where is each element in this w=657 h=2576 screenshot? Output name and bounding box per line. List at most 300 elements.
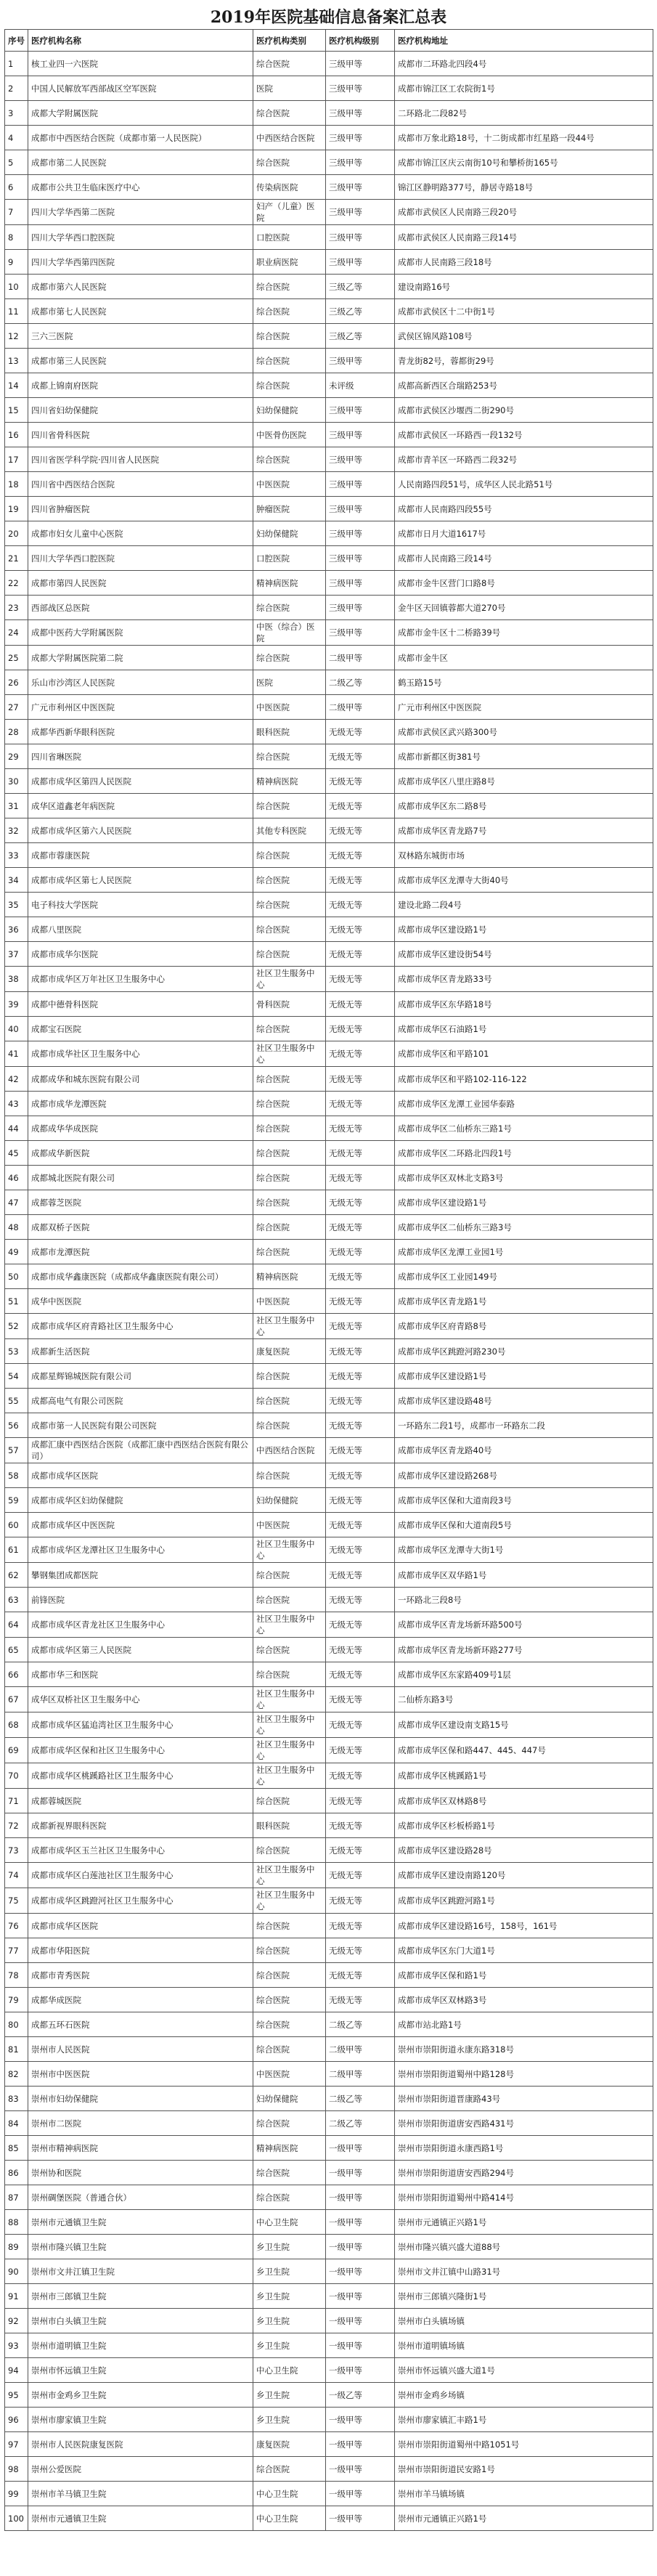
cell-name: 成都星辉锦城医院有限公司 xyxy=(28,1364,253,1389)
cell-name: 成都市成华区医院 xyxy=(28,1463,253,1488)
cell-level: 无级无等 xyxy=(326,1863,395,1888)
cell-name: 成都大学附属医院第二院 xyxy=(28,646,253,670)
table-header xyxy=(5,30,653,52)
cell-level: 一级甲等 xyxy=(326,2432,395,2457)
cell-level: 无级无等 xyxy=(326,1041,395,1067)
cell-category: 社区卫生服务中心 xyxy=(253,1687,326,1712)
cell-level: 一级甲等 xyxy=(326,2482,395,2506)
cell-level: 二级甲等 xyxy=(326,646,395,670)
cell-level: 无级无等 xyxy=(326,1067,395,1092)
table-row xyxy=(5,1041,653,1067)
table-row xyxy=(5,324,653,349)
cell-address: 成都市锦江区工农院街1号 xyxy=(395,76,653,101)
cell-index: 32 xyxy=(5,818,28,843)
cell-category: 中医骨伤医院 xyxy=(253,423,326,447)
cell-name: 四川省骨科医院 xyxy=(28,423,253,447)
cell-index: 99 xyxy=(5,2482,28,2506)
cell-address: 双林路东城街市场 xyxy=(395,843,653,868)
cell-index: 20 xyxy=(5,521,28,546)
cell-category: 综合医院 xyxy=(253,1389,326,1413)
cell-index: 24 xyxy=(5,620,28,646)
cell-index: 14 xyxy=(5,373,28,398)
cell-address: 成都市成华区和平路101 xyxy=(395,1041,653,1067)
table-row xyxy=(5,2432,653,2457)
table-row xyxy=(5,1215,653,1240)
cell-category: 乡卫生院 xyxy=(253,2284,326,2309)
cell-index: 93 xyxy=(5,2333,28,2358)
cell-name: 四川省肿瘤医院 xyxy=(28,497,253,521)
cell-name: 成都市成华区龙潭社区卫生服务中心 xyxy=(28,1537,253,1563)
cell-category: 综合医院 xyxy=(253,52,326,76)
table-row xyxy=(5,695,653,720)
cell-level: 无级无等 xyxy=(326,769,395,794)
cell-category: 妇幼保健院 xyxy=(253,1488,326,1513)
table-row xyxy=(5,2259,653,2284)
cell-index: 25 xyxy=(5,646,28,670)
cell-level: 无级无等 xyxy=(326,1289,395,1314)
cell-index: 16 xyxy=(5,423,28,447)
cell-index: 43 xyxy=(5,1092,28,1116)
cell-index: 12 xyxy=(5,324,28,349)
cell-address: 成都市成华区保和路1号 xyxy=(395,1963,653,1988)
cell-address: 成都市成华区青龙场新环路277号 xyxy=(395,1638,653,1662)
cell-category: 中心卫生院 xyxy=(253,2482,326,2506)
cell-name: 成都市成华区第四人民医院 xyxy=(28,769,253,794)
cell-name: 成都市华阳医院 xyxy=(28,1938,253,1963)
cell-level: 二级乙等 xyxy=(326,2111,395,2136)
cell-level: 三级甲等 xyxy=(326,150,395,175)
cell-name: 成华区道鑫老年病医院 xyxy=(28,794,253,818)
cell-level: 无级无等 xyxy=(326,868,395,893)
cell-address: 成都市成华区建设路1号 xyxy=(395,917,653,942)
cell-level: 三级甲等 xyxy=(326,225,395,250)
cell-address: 成都市站北路1号 xyxy=(395,2012,653,2037)
cell-category: 精神病医院 xyxy=(253,571,326,596)
cell-level: 未评级 xyxy=(326,373,395,398)
cell-index: 23 xyxy=(5,596,28,620)
cell-index: 71 xyxy=(5,1789,28,1813)
cell-address: 成都市武侯区沙堰西二街290号 xyxy=(395,398,653,423)
table-row xyxy=(5,1763,653,1789)
cell-index: 2 xyxy=(5,76,28,101)
cell-index: 72 xyxy=(5,1813,28,1838)
table-row xyxy=(5,769,653,794)
cell-index: 6 xyxy=(5,175,28,200)
cell-level: 无级无等 xyxy=(326,1738,395,1763)
cell-category: 乡卫生院 xyxy=(253,2383,326,2408)
cell-address: 成都市成华区龙潭寺大街1号 xyxy=(395,1537,653,1563)
cell-name: 前锋医院 xyxy=(28,1588,253,1612)
cell-level: 无级无等 xyxy=(326,1488,395,1513)
cell-name: 成都华西新华眼科医院 xyxy=(28,720,253,744)
cell-category: 社区卫生服务中心 xyxy=(253,1314,326,1339)
cell-category: 中西医结合医院 xyxy=(253,1438,326,1463)
cell-category: 社区卫生服务中心 xyxy=(253,967,326,992)
cell-category: 综合医院 xyxy=(253,1116,326,1141)
table-row xyxy=(5,1141,653,1166)
cell-index: 62 xyxy=(5,1563,28,1588)
cell-category: 综合医院 xyxy=(253,101,326,126)
cell-category: 综合医院 xyxy=(253,1067,326,1092)
cell-category: 精神病医院 xyxy=(253,769,326,794)
table-row xyxy=(5,447,653,472)
cell-category: 综合医院 xyxy=(253,447,326,472)
cell-category: 综合医院 xyxy=(253,1638,326,1662)
cell-address: 成都市人民南路三段18号 xyxy=(395,250,653,275)
cell-level: 无级无等 xyxy=(326,1092,395,1116)
cell-address: 成都市武侯区武兴路300号 xyxy=(395,720,653,744)
cell-level: 三级甲等 xyxy=(326,472,395,497)
cell-level: 三级甲等 xyxy=(326,200,395,225)
cell-category: 妇幼保健院 xyxy=(253,2087,326,2111)
cell-category: 综合医院 xyxy=(253,373,326,398)
cell-name: 成都市蓉康医院 xyxy=(28,843,253,868)
cell-address: 崇州市崇阳街道唐安西路431号 xyxy=(395,2111,653,2136)
cell-name: 成都市成华区妇幼保健院 xyxy=(28,1488,253,1513)
cell-level: 无级无等 xyxy=(326,1838,395,1863)
cell-address: 崇州市崇阳街道永康东路318号 xyxy=(395,2037,653,2062)
cell-name: 乐山市沙湾区人民医院 xyxy=(28,670,253,695)
cell-name: 崇州市怀远镇卫生院 xyxy=(28,2358,253,2383)
cell-category: 综合医院 xyxy=(253,1017,326,1041)
cell-category: 妇幼保健院 xyxy=(253,398,326,423)
cell-level: 三级甲等 xyxy=(326,250,395,275)
cell-index: 39 xyxy=(5,992,28,1017)
cell-name: 成都市成华区万年社区卫生服务中心 xyxy=(28,967,253,992)
cell-category: 中医医院 xyxy=(253,695,326,720)
cell-index: 7 xyxy=(5,200,28,225)
cell-category: 乡卫生院 xyxy=(253,2333,326,2358)
cell-category: 综合医院 xyxy=(253,1190,326,1215)
cell-category: 综合医院 xyxy=(253,1364,326,1389)
cell-category: 综合医院 xyxy=(253,1789,326,1813)
cell-name: 成都市第七人民医院 xyxy=(28,299,253,324)
table-row xyxy=(5,2161,653,2185)
table-row xyxy=(5,2210,653,2235)
header-address: 医疗机构地址 xyxy=(395,30,653,52)
cell-index: 96 xyxy=(5,2408,28,2432)
cell-name: 崇州市精神病医院 xyxy=(28,2136,253,2161)
cell-name: 成都市第四人民医院 xyxy=(28,571,253,596)
cell-index: 15 xyxy=(5,398,28,423)
cell-index: 57 xyxy=(5,1438,28,1463)
cell-address: 成都市成华区保和大道南段3号 xyxy=(395,1488,653,1513)
cell-address: 成都市成华区和平路102-116-122 xyxy=(395,1067,653,1092)
cell-level: 无级无等 xyxy=(326,1662,395,1687)
cell-category: 康复医院 xyxy=(253,1339,326,1364)
cell-index: 49 xyxy=(5,1240,28,1264)
cell-level: 无级无等 xyxy=(326,1116,395,1141)
cell-address: 崇州市崇阳街道蜀州中路128号 xyxy=(395,2062,653,2087)
table-row xyxy=(5,1314,653,1339)
table-row xyxy=(5,2506,653,2531)
cell-index: 17 xyxy=(5,447,28,472)
table-row xyxy=(5,1738,653,1763)
cell-address: 成都市成华区建设路16号，158号，161号 xyxy=(395,1914,653,1938)
cell-level: 无级无等 xyxy=(326,1166,395,1190)
cell-level: 二级乙等 xyxy=(326,2012,395,2037)
cell-index: 70 xyxy=(5,1763,28,1789)
cell-category: 综合医院 xyxy=(253,150,326,175)
cell-address: 崇州市崇阳街道民安路1号 xyxy=(395,2457,653,2482)
table-row xyxy=(5,992,653,1017)
cell-level: 无级无等 xyxy=(326,893,395,917)
cell-level: 三级甲等 xyxy=(326,546,395,571)
cell-index: 75 xyxy=(5,1888,28,1914)
cell-level: 无级无等 xyxy=(326,1389,395,1413)
cell-level: 无级无等 xyxy=(326,967,395,992)
cell-address: 锦江区静明路377号，静居寺路18号 xyxy=(395,175,653,200)
cell-level: 三级甲等 xyxy=(326,101,395,126)
table-row xyxy=(5,1612,653,1638)
cell-level: 三级甲等 xyxy=(326,175,395,200)
cell-index: 94 xyxy=(5,2358,28,2383)
cell-address: 二仙桥东路3号 xyxy=(395,1687,653,1712)
table-row xyxy=(5,744,653,769)
table-row xyxy=(5,1988,653,2012)
cell-address: 成都市万象北路18号，十二街成都市红星路一段44号 xyxy=(395,126,653,150)
cell-level: 一级甲等 xyxy=(326,2136,395,2161)
cell-level: 三级乙等 xyxy=(326,275,395,299)
cell-name: 成都市第六人民医院 xyxy=(28,275,253,299)
cell-index: 31 xyxy=(5,794,28,818)
cell-name: 崇州市人民医院康复医院 xyxy=(28,2432,253,2457)
cell-index: 90 xyxy=(5,2259,28,2284)
cell-level: 无级无等 xyxy=(326,744,395,769)
cell-index: 5 xyxy=(5,150,28,175)
cell-level: 无级无等 xyxy=(326,1712,395,1738)
cell-name: 核工业四一六医院 xyxy=(28,52,253,76)
cell-address: 成都市人民南路三段14号 xyxy=(395,546,653,571)
cell-address: 崇州市羊马镇场镇 xyxy=(395,2482,653,2506)
cell-index: 95 xyxy=(5,2383,28,2408)
cell-category: 社区卫生服务中心 xyxy=(253,1612,326,1638)
cell-category: 妇产（儿童）医院 xyxy=(253,200,326,225)
cell-index: 11 xyxy=(5,299,28,324)
cell-index: 51 xyxy=(5,1289,28,1314)
cell-category: 综合医院 xyxy=(253,1141,326,1166)
table-row xyxy=(5,101,653,126)
table-row xyxy=(5,76,653,101)
table-row xyxy=(5,546,653,571)
cell-name: 成都高电气有限公司医院 xyxy=(28,1389,253,1413)
cell-address: 成都市成华区保和大道南段5号 xyxy=(395,1513,653,1537)
table-row xyxy=(5,1389,653,1413)
cell-name: 崇州市文井江镇卫生院 xyxy=(28,2259,253,2284)
cell-name: 成都中德骨科医院 xyxy=(28,992,253,1017)
cell-name: 崇州市廖家镇卫生院 xyxy=(28,2408,253,2432)
header-category: 医疗机构类别 xyxy=(253,30,326,52)
table-row xyxy=(5,275,653,299)
table-row xyxy=(5,646,653,670)
cell-name: 成都市成华区桃蹊路社区卫生服务中心 xyxy=(28,1763,253,1789)
table-row xyxy=(5,1914,653,1938)
cell-address: 成都市成华区青龙路33号 xyxy=(395,967,653,992)
table-row xyxy=(5,150,653,175)
cell-level: 一级甲等 xyxy=(326,2235,395,2259)
cell-address: 成都市成华区建设南支路15号 xyxy=(395,1712,653,1738)
cell-category: 眼科医院 xyxy=(253,1813,326,1838)
cell-address: 成都市日月大道1617号 xyxy=(395,521,653,546)
table-row xyxy=(5,1364,653,1389)
table-row xyxy=(5,2457,653,2482)
cell-level: 无级无等 xyxy=(326,818,395,843)
cell-index: 52 xyxy=(5,1314,28,1339)
cell-level: 无级无等 xyxy=(326,1339,395,1364)
table-row xyxy=(5,1438,653,1463)
cell-address: 成都市成华区东家路409号1层 xyxy=(395,1662,653,1687)
cell-address: 成都市人民南路四段55号 xyxy=(395,497,653,521)
cell-address: 成都市锦江区庆云南街10号和攀桥街165号 xyxy=(395,150,653,175)
cell-name: 成都市龙潭医院 xyxy=(28,1240,253,1264)
cell-level: 无级无等 xyxy=(326,1963,395,1988)
cell-level: 一级甲等 xyxy=(326,2259,395,2284)
cell-name: 成都市成华区府青路社区卫生服务中心 xyxy=(28,1314,253,1339)
cell-index: 41 xyxy=(5,1041,28,1067)
cell-category: 综合医院 xyxy=(253,2037,326,2062)
cell-address: 鹤玉路15号 xyxy=(395,670,653,695)
table-row xyxy=(5,1190,653,1215)
cell-address: 崇州市三郎镇兴隆街1号 xyxy=(395,2284,653,2309)
cell-name: 成都市成华区青龙社区卫生服务中心 xyxy=(28,1612,253,1638)
table-row xyxy=(5,1166,653,1190)
cell-name: 成都市成华社区卫生服务中心 xyxy=(28,1041,253,1067)
cell-index: 3 xyxy=(5,101,28,126)
cell-name: 崇州市中医医院 xyxy=(28,2062,253,2087)
cell-address: 成都市金牛区 xyxy=(395,646,653,670)
cell-index: 74 xyxy=(5,1863,28,1888)
cell-category: 综合医院 xyxy=(253,2161,326,2185)
cell-index: 89 xyxy=(5,2235,28,2259)
cell-level: 一级甲等 xyxy=(326,2408,395,2432)
cell-address: 成都市成华区桃蹊路1号 xyxy=(395,1763,653,1789)
cell-category: 中医医院 xyxy=(253,1289,326,1314)
cell-category: 传染病医院 xyxy=(253,175,326,200)
cell-index: 46 xyxy=(5,1166,28,1190)
cell-name: 崇州市道明镇卫生院 xyxy=(28,2333,253,2358)
cell-address: 崇州市隆兴镇兴盛大道88号 xyxy=(395,2235,653,2259)
cell-index: 34 xyxy=(5,868,28,893)
cell-level: 无级无等 xyxy=(326,1513,395,1537)
cell-name: 成都成华和城东医院有限公司 xyxy=(28,1067,253,1092)
cell-name: 成都上锦南府医院 xyxy=(28,373,253,398)
table-row xyxy=(5,1513,653,1537)
cell-name: 四川大学华西第四医院 xyxy=(28,250,253,275)
cell-address: 成都市成华区府青路8号 xyxy=(395,1314,653,1339)
table-row xyxy=(5,2358,653,2383)
cell-index: 30 xyxy=(5,769,28,794)
cell-level: 无级无等 xyxy=(326,1789,395,1813)
cell-name: 成都市成华区猛追湾社区卫生服务中心 xyxy=(28,1712,253,1738)
cell-level: 三级甲等 xyxy=(326,76,395,101)
cell-level: 一级甲等 xyxy=(326,2333,395,2358)
cell-name: 广元市利州区中医医院 xyxy=(28,695,253,720)
cell-index: 81 xyxy=(5,2037,28,2062)
cell-index: 53 xyxy=(5,1339,28,1364)
cell-address: 崇州市金鸡乡场镇 xyxy=(395,2383,653,2408)
table-row xyxy=(5,2037,653,2062)
table-row xyxy=(5,794,653,818)
cell-address: 成都市武侯区十二中街1号 xyxy=(395,299,653,324)
cell-address: 成都市成华区东门大道1号 xyxy=(395,1938,653,1963)
cell-level: 无级无等 xyxy=(326,942,395,967)
cell-address: 成都市成华区建设路1号 xyxy=(395,1190,653,1215)
cell-index: 80 xyxy=(5,2012,28,2037)
cell-index: 100 xyxy=(5,2506,28,2531)
cell-name: 成都市成华鑫康医院（成都成华鑫康医院有限公司） xyxy=(28,1264,253,1289)
cell-index: 45 xyxy=(5,1141,28,1166)
cell-level: 三级乙等 xyxy=(326,299,395,324)
cell-name: 成都八里医院 xyxy=(28,917,253,942)
cell-name: 成都市公共卫生临床医疗中心 xyxy=(28,175,253,200)
cell-category: 综合医院 xyxy=(253,1588,326,1612)
cell-category: 社区卫生服务中心 xyxy=(253,1763,326,1789)
table-row xyxy=(5,1289,653,1314)
cell-address: 成都市成华区跳蹬河路230号 xyxy=(395,1339,653,1364)
cell-category: 综合医院 xyxy=(253,2185,326,2210)
table-row xyxy=(5,1563,653,1588)
cell-name: 成都市第三人民医院 xyxy=(28,349,253,373)
cell-name: 成华中医医院 xyxy=(28,1289,253,1314)
cell-index: 21 xyxy=(5,546,28,571)
cell-level: 无级无等 xyxy=(326,1240,395,1264)
cell-category: 乡卫生院 xyxy=(253,2309,326,2333)
cell-name: 电子科技大学医院 xyxy=(28,893,253,917)
cell-category: 康复医院 xyxy=(253,2432,326,2457)
cell-address: 金牛区天回镇蓉都大道270号 xyxy=(395,596,653,620)
table-row xyxy=(5,1638,653,1662)
cell-address: 成都高新西区合瑞路253号 xyxy=(395,373,653,398)
cell-level: 无级无等 xyxy=(326,1264,395,1289)
cell-category: 综合医院 xyxy=(253,1963,326,1988)
table-row xyxy=(5,917,653,942)
cell-category: 妇幼保健院 xyxy=(253,521,326,546)
cell-index: 83 xyxy=(5,2087,28,2111)
cell-index: 85 xyxy=(5,2136,28,2161)
cell-address: 崇州市道明镇场镇 xyxy=(395,2333,653,2358)
cell-index: 56 xyxy=(5,1413,28,1438)
cell-index: 97 xyxy=(5,2432,28,2457)
cell-category: 综合医院 xyxy=(253,1166,326,1190)
cell-level: 无级无等 xyxy=(326,1888,395,1914)
cell-address: 建设南路16号 xyxy=(395,275,653,299)
cell-name: 成都市成华区第七人民医院 xyxy=(28,868,253,893)
cell-category: 口腔医院 xyxy=(253,546,326,571)
cell-index: 63 xyxy=(5,1588,28,1612)
table-row xyxy=(5,1017,653,1041)
cell-address: 崇州市崇阳街道永康西路1号 xyxy=(395,2136,653,2161)
cell-category: 综合医院 xyxy=(253,942,326,967)
cell-level: 无级无等 xyxy=(326,1914,395,1938)
cell-index: 33 xyxy=(5,843,28,868)
cell-name: 崇州市金鸡乡卫生院 xyxy=(28,2383,253,2408)
cell-name: 成都宝石医院 xyxy=(28,1017,253,1041)
cell-index: 60 xyxy=(5,1513,28,1537)
cell-level: 三级甲等 xyxy=(326,497,395,521)
cell-index: 13 xyxy=(5,349,28,373)
cell-category: 口腔医院 xyxy=(253,225,326,250)
table-row xyxy=(5,893,653,917)
cell-level: 无级无等 xyxy=(326,992,395,1017)
table-row xyxy=(5,1813,653,1838)
cell-category: 综合医院 xyxy=(253,1413,326,1438)
table-row xyxy=(5,818,653,843)
cell-name: 成都市华三和医院 xyxy=(28,1662,253,1687)
cell-address: 崇州市元通镇正兴路1号 xyxy=(395,2210,653,2235)
cell-category: 综合医院 xyxy=(253,646,326,670)
cell-category: 精神病医院 xyxy=(253,2136,326,2161)
cell-level: 无级无等 xyxy=(326,1017,395,1041)
